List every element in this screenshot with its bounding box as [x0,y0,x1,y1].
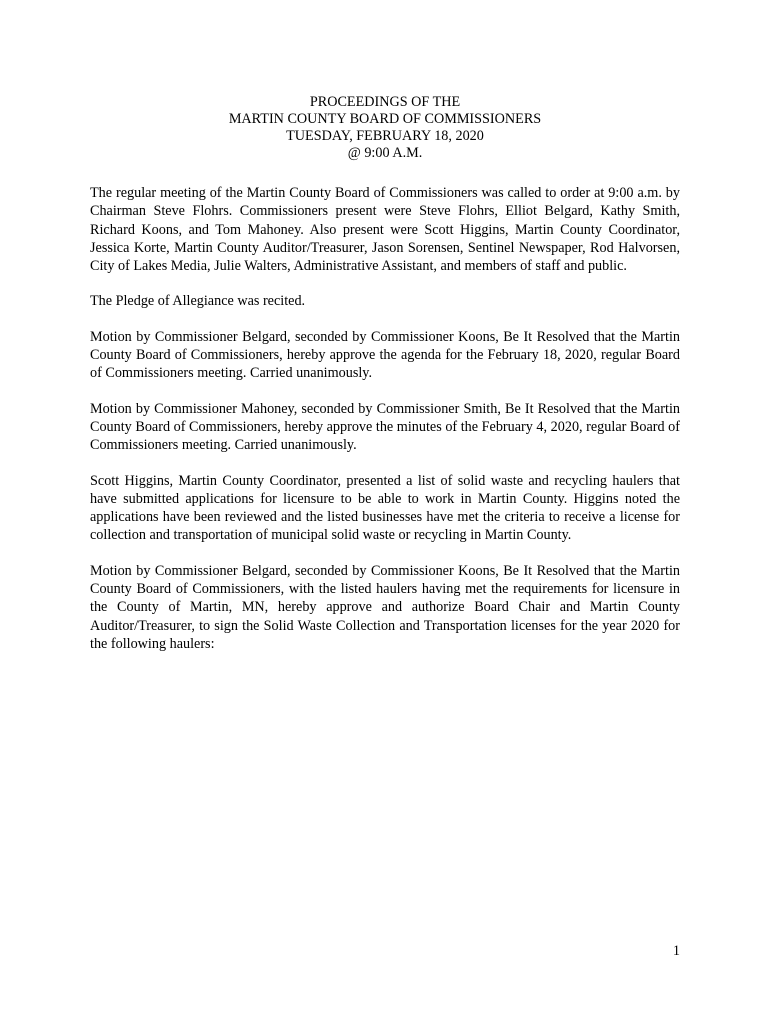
header-date: TUESDAY, FEBRUARY 18, 2020 [286,128,484,144]
document-body [90,184,680,670]
page-number: 1 [672,943,680,959]
header-board-name: MARTIN COUNTY BOARD OF COMMISSIONERS [228,111,542,127]
paragraph-minutes-motion: Motion by Commissioner Mahoney, seconded by Commissioner Smith, Be It Resolved that the Martin County Board of Commissioners, hereby approve the minutes of the February 4, 2020, regular Board of Commissioners meeting. Carried unanimously. [90,400,680,454]
document-header [90,94,680,162]
paragraph-haulers-presentation: Scott Higgins, Martin County Coordinator, presented a list of solid waste and recycling haulers that have submitted applications for licensure to be able to work in Martin County. Higgins noted the applications have been reviewed and the listed businesses have met the criteria to receive a license for collection and transportation of municipal solid waste or recycling in Martin County. [90,472,680,544]
header-title: PROCEEDINGS OF THE [309,94,461,110]
paragraph-haulers-motion: Motion by Commissioner Belgard, seconded by Commissioner Koons, Be It Resolved that the Martin County Board of Commissioners, with the listed haulers having met the requirements for licensure in the County of Martin, MN, hereby approve and authorize Board Chair and Martin County Auditor/Treasurer, to sign the Solid Waste Collection and Transportation licenses for the year 2020 for the following haulers: [90,562,680,652]
header-time: @ 9:00 A.M. [347,145,423,161]
paragraph-agenda-motion: Motion by Commissioner Belgard, seconded by Commissioner Koons, Be It Resolved that the Martin County Board of Commissioners, hereby approve the agenda for the February 18, 2020, regular Board of Commissioners meeting. Carried unanimously. [90,328,680,382]
paragraph-pledge: The Pledge of Allegiance was recited. [90,293,306,310]
paragraph-call-to-order: The regular meeting of the Martin County Board of Commissioners was called to order at 9:00 a.m. by Chairman Steve Flohrs. Commissioners present were Steve Flohrs, Elliot Belgard, Kathy Smith, Richard Koons, and Tom Mahoney. Also present were Scott Higgins, Martin County Coordinator, Jessica Korte, Martin County Auditor/Treasurer, Jason Sorensen, Sentinel Newspaper, Rod Halvorsen, City of Lakes Media, Julie Walters, Administrative Assistant, and members of staff and public. [90,185,680,275]
